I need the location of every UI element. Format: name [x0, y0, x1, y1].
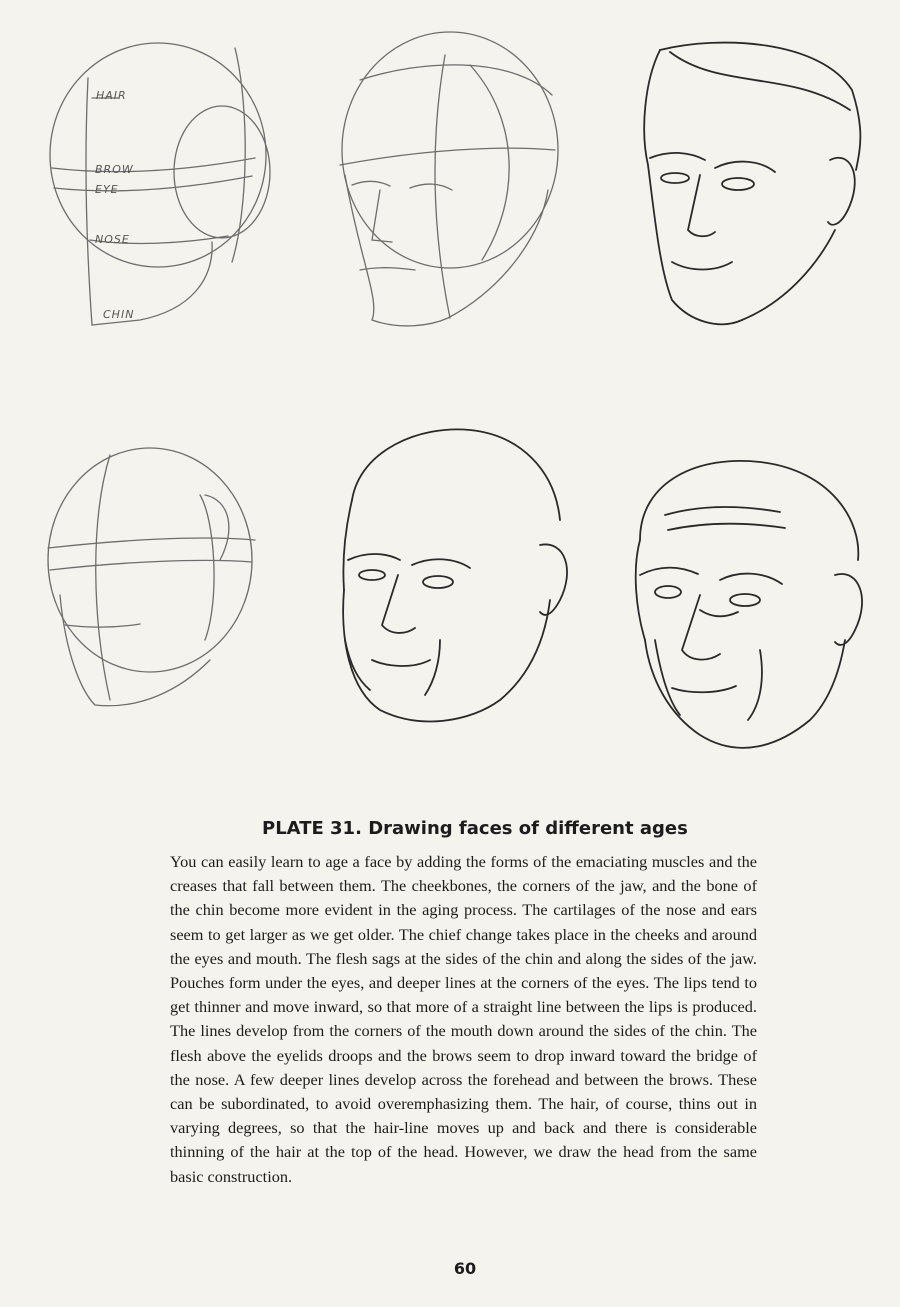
- head-construction-1: [50, 43, 270, 325]
- plate-title: PLATE 31. Drawing faces of different ages: [262, 818, 688, 839]
- guide-label-hair: HAIR: [96, 89, 127, 102]
- plate-body-text: You can easily learn to age a face by adding the forms of the emaciating muscles and the creases that fall between them. The cheekbones, the corners of the jaw, and the bone of the chin become more evident in the aging process. The cartilages of the nose and ears seem to get larger as we get older. The chief change takes place in the cheeks and around the eyes and mouth. The flesh sags at the sides of the chin and along the sides of the jaw. Pouches form under the eyes, and deeper lines at the corners of the eyes. The lips tend to get thinner and move inward, so that more of a straight line between the lips is produced. The lines develop from the corners of the mouth down around the sides of the chin. The flesh above the eyelids droops and the brows seem to drop inward toward the bridge of the nose. A few deeper lines develop across the forehead and between the brows. These can be subordinated, to avoid overemphasizing them. The hair, of course, thins out in varying degrees, so that the hair-line moves up and back and there is considerable thinning of the hair at the top of the head. However, we draw the head from the same basic construction.: [170, 852, 757, 1186]
- head-middle-aged-man: [343, 429, 567, 721]
- head-old-man: [636, 461, 862, 748]
- guide-label-chin: CHIN: [103, 308, 135, 321]
- head-young-man: [644, 43, 860, 325]
- page-number: 60: [453, 1259, 477, 1278]
- guide-label-eye: EYE: [95, 183, 119, 196]
- head-construction-2: [340, 32, 558, 326]
- guide-label-brow: BROW: [95, 163, 134, 176]
- head-construction-4: [48, 448, 255, 706]
- guide-label-nose: NOSE: [95, 233, 130, 246]
